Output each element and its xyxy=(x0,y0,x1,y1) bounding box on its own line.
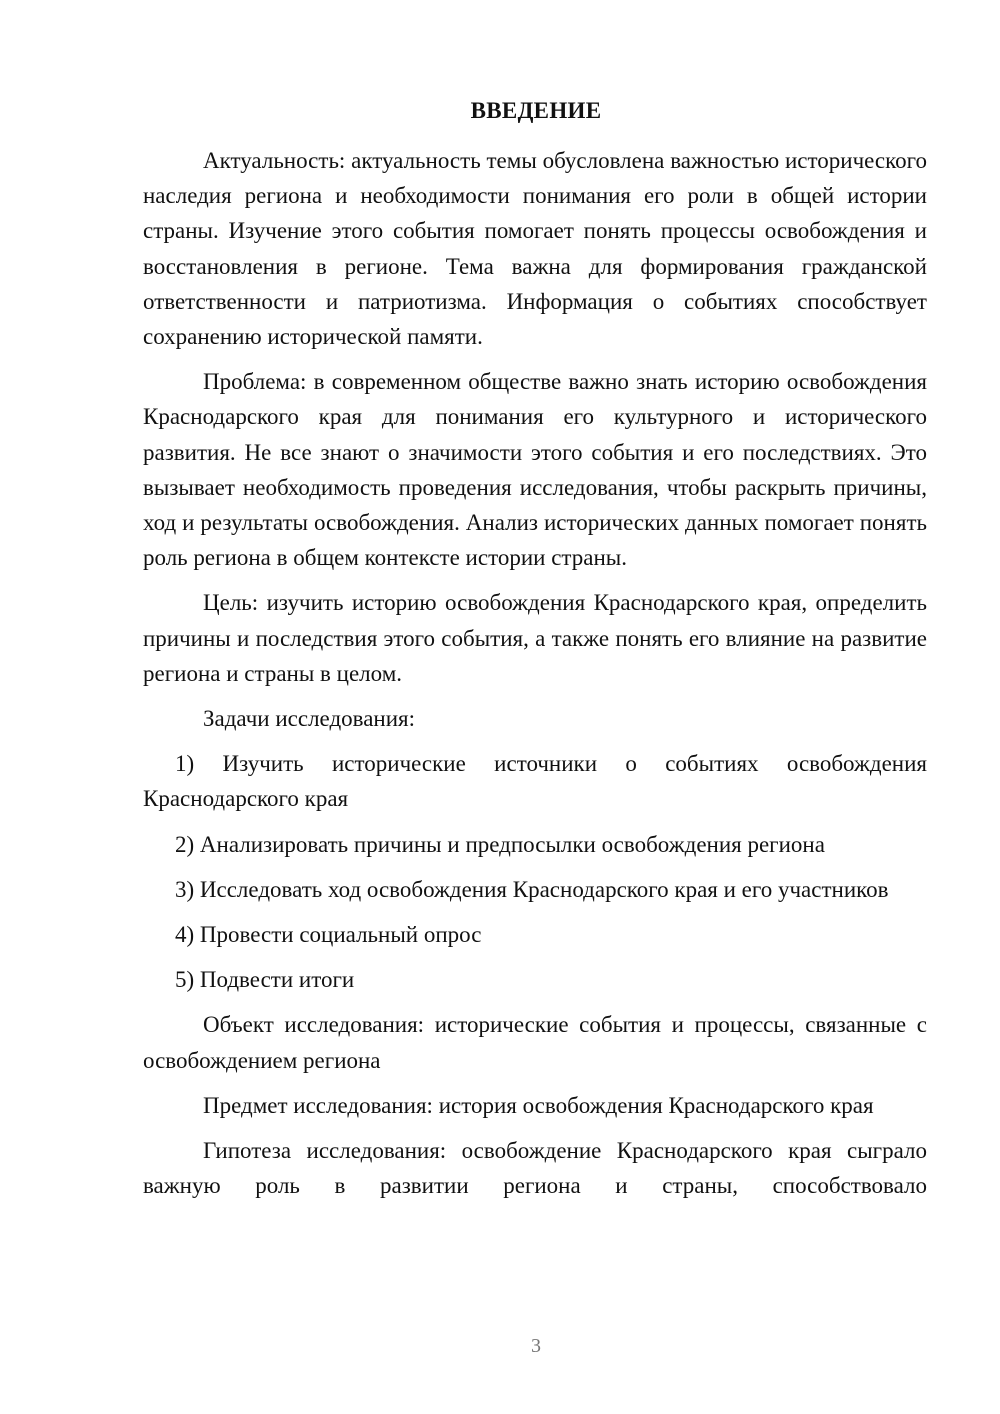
problem-paragraph: Проблема: в современном обществе важно знать историю освобождения Краснодарского края для понимания его культурного и исторического развития. Не все знают о значимости этого события и его последствиях. Это вызывает необходимость проведения исследования, чтобы раскрыть причины, ход и результаты освобождения. Анализ исторических данных помогает понять роль региона в общем контексте истории страны. xyxy=(143,369,927,571)
task-item: 1) Изучить исторические источники о событиях освобождения Краснодарского края xyxy=(143,751,927,812)
task-item: 4) Провести социальный опрос xyxy=(175,922,482,948)
page-number: 3 xyxy=(531,1335,541,1357)
task-item: 3) Исследовать ход освобождения Краснодарского края и его участников xyxy=(175,876,889,902)
task-item: 5) Подвести итоги xyxy=(175,967,355,993)
section-title: ВВЕДЕНИЕ xyxy=(470,98,602,123)
document-body xyxy=(143,143,927,1213)
relevance-paragraph: Актуальность: актуальность темы обусловлена важностью исторического наследия региона и необходимости понимания его роли в общей истории страны. Изучение этого события помогает понять процессы освобождения и восстановления в регионе. Тема важна для формирования гражданской ответственности и патриотизма. Информация о событиях способствует сохранению исторической памяти. xyxy=(143,148,927,350)
object-paragraph: Объект исследования: исторические события и процессы, связанные с освобождением региона xyxy=(143,1012,927,1073)
task-item: 2) Анализировать причины и предпосылки освобождения региона xyxy=(175,831,825,857)
subject-paragraph: Предмет исследования: история освобождения Краснодарского края xyxy=(203,1092,874,1118)
goal-paragraph: Цель: изучить историю освобождения Краснодарского края, определить причины и последствия этого события, а также понять его влияние на развитие региона и страны в целом. xyxy=(143,590,927,686)
hypothesis-paragraph: Гипотеза исследования: освобождение Краснодарского края сыграло важную роль в развитии региона и страны, способствовало xyxy=(143,1138,927,1199)
tasks-heading: Задачи исследования: xyxy=(203,706,416,732)
